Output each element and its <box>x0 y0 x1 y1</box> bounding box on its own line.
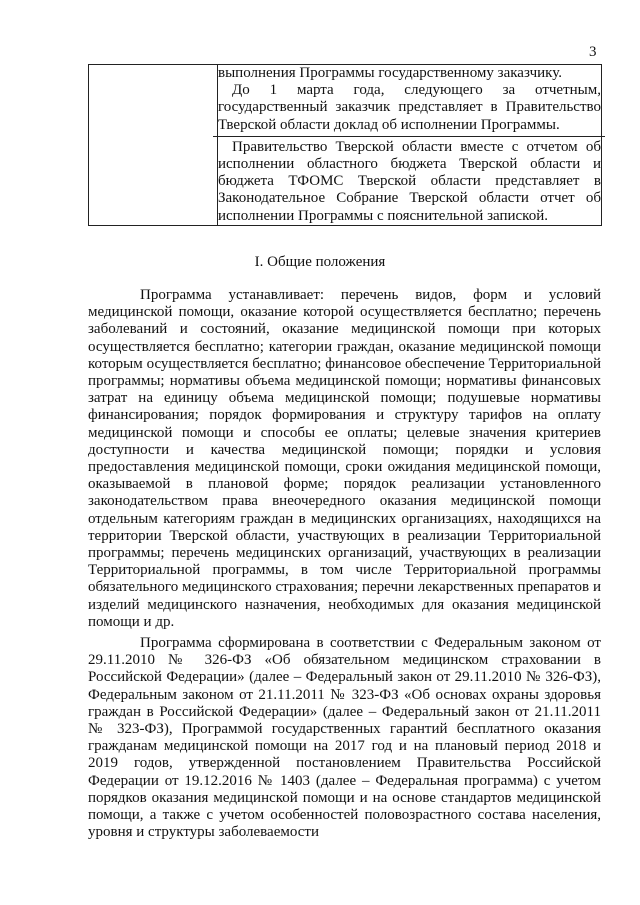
section-title: I. Общие положения <box>254 254 386 270</box>
table-cell-paragraph: выполнения Программы государственному заказчику. <box>218 65 562 81</box>
table-cell-paragraph: Правительство Тверской области вместе с отчетом об исполнении областного бюджета Тверской области и бюджета ТФОМС Тверской области представляет в Законодательное Собрание Тверской области отчет об исполнении Программы с пояснительной запиской. <box>213 136 605 225</box>
table-empty-cell <box>89 65 218 226</box>
program-table <box>88 64 602 226</box>
table-content-cell <box>218 65 602 226</box>
body-text <box>88 287 601 846</box>
page-number: 3 <box>589 44 597 60</box>
table-row <box>89 65 602 226</box>
body-paragraph: Программа устанавливает: перечень видов, форм и условий медицинской помощи, оказание которой осуществляется бесплатно; перечень заболеваний и состояний, оказание медицинской помощи при которых осуществляется бесплатно; категории граждан, оказание медицинской помощи которым осуществляется бесплатно; финансовое обеспечение Территориальной программы; нормативы объема медицинской помощи; нормативы финансовых затрат на единицу объема медицинской помощи; подушевые нормативы финансирования; порядок формирования и структуру тарифов на оплату медицинской помощи и способы ее оплаты; целевые значения критериев доступности и качества медицинской помощи; порядки и условия предоставления медицинской помощи, сроки ожидания медицинской помощи, оказываемой в плановой форме; порядок реализации установленного законодательством права внеочередного оказания медицинской помощи отдельным категориям граждан в медицинских организациях, находящихся на территории Тверской области, участвующих в реализации Территориальной программы; перечень медицинских организаций, участвующих в реализации Территориальной программы, в том числе Территориальной программы обязательного медицинского страхования; перечни лекарственных препаратов и изделий медицинского назначения, необходимых для оказания медицинской помощи и др. <box>88 287 601 630</box>
body-paragraph: Программа сформирована в соответствии с Федеральным законом от 29.11.2010 № 326-ФЗ «Об обязательном медицинском страховании в Российской Федерации» (далее – Федеральный закон от 29.11.2010 № 326-ФЗ), Федеральным законом от 21.11.2011 № 323-ФЗ «Об основах охраны здоровья граждан в Российской Федерации» (далее – Федеральный закон от 21.11.2011 № 323-ФЗ), Программой государственных гарантий бесплатного оказания гражданам медицинской помощи на 2017 год и на плановый период 2018 и 2019 годов, утвержденной постановлением Правительства Российской Федерации от 19.12.2016 № 1403 (далее – Федеральная программа) с учетом порядков оказания медицинской помощи и на основе стандартов медицинской помощи, а также с учетом особенностей половозрастного состава населения, уровня и структуры заболеваемости <box>88 635 601 841</box>
table-cell-paragraph: До 1 марта года, следующего за отчетным, государственный заказчик представляет в Правительство Тверской области доклад об исполнении Программы. <box>218 82 601 133</box>
